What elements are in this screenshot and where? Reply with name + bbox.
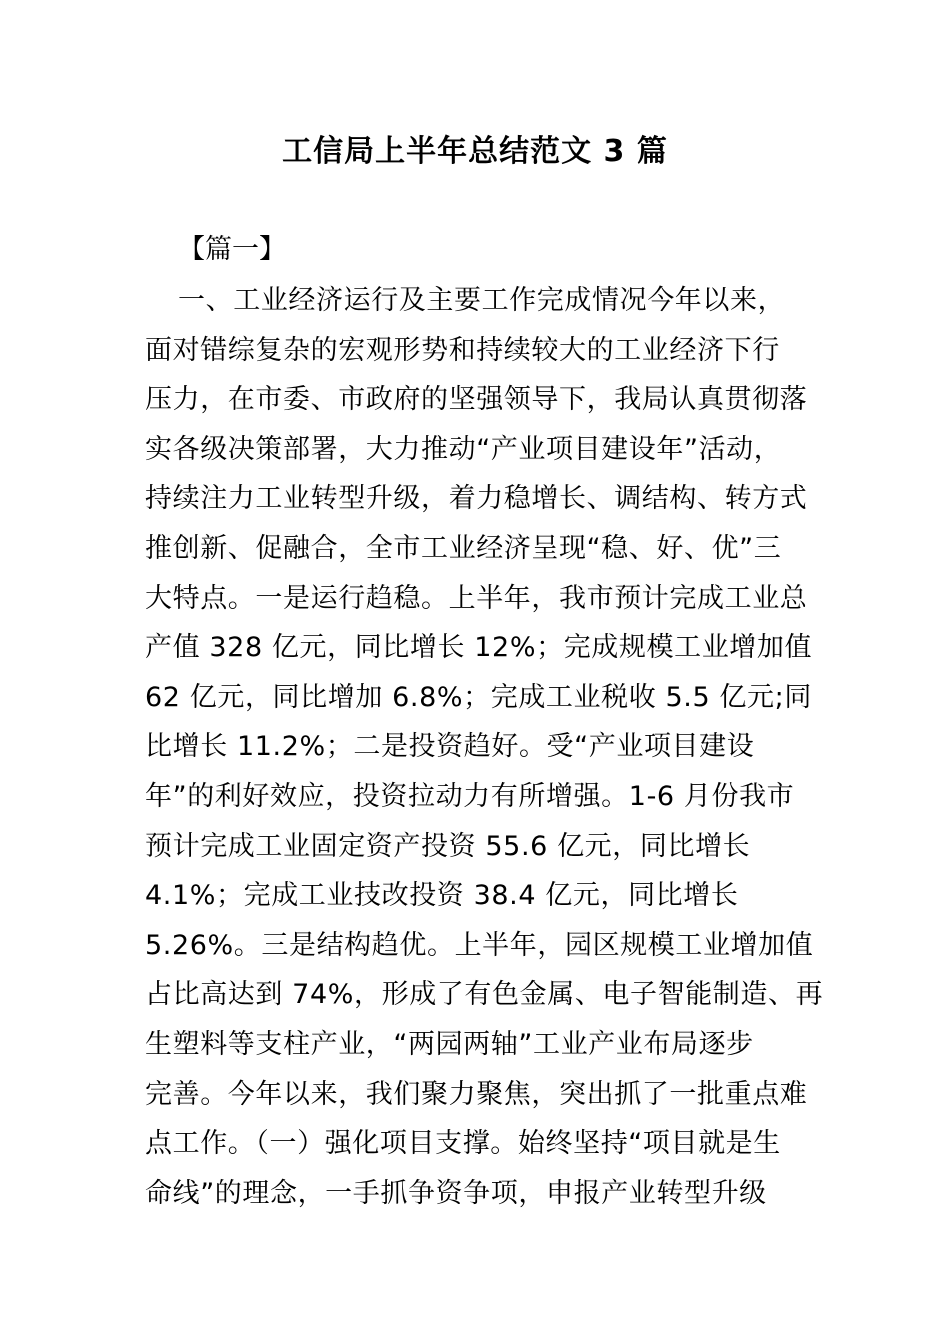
body-line: 命线”的理念，一手抓争资争项，申报产业转型升级 [145, 1177, 767, 1209]
document-title: 工信局上半年总结范文 3 篇 [282, 134, 668, 169]
body-line: 产值 328 亿元，同比增长 12%；完成规模工业增加值 [145, 632, 813, 664]
body-text [145, 276, 825, 1218]
body-line: 点工作。（一）强化项目支撑。始终坚持“项目就是生 [145, 1128, 781, 1160]
body-line: 比增长 11.2%；二是投资趋好。受“产业项目建设 [145, 731, 755, 763]
body-line: 年”的利好效应，投资拉动力有所增强。1-6 月份我市 [145, 780, 795, 812]
body-line: 占比高达到 74%，形成了有色金属、电子智能制造、再 [145, 979, 824, 1011]
section-heading: 【篇一】 [178, 234, 286, 265]
body-line: 实各级决策部署，大力推动“产业项目建设年”活动， [145, 433, 782, 465]
body-line: 面对错综复杂的宏观形势和持续较大的工业经济下行 [145, 334, 780, 366]
body-line: 5.26%。三是结构趋优。上半年，园区规模工业增加值 [145, 929, 814, 961]
body-line: 大特点。一是运行趋稳。上半年，我市预计完成工业总 [145, 582, 808, 614]
body-line: 预计完成工业固定资产投资 55.6 亿元，同比增长 [145, 830, 751, 862]
body-line: 完善。今年以来，我们聚力聚焦，突出抓了一批重点难 [145, 1078, 808, 1110]
body-line: 压力，在市委、市政府的坚强领导下，我局认真贯彻落 [145, 384, 808, 416]
body-line: 一、工业经济运行及主要工作完成情况今年以来， [178, 285, 786, 316]
body-line: 4.1%；完成工业技改投资 38.4 亿元，同比增长 [145, 880, 739, 912]
body-line: 持续注力工业转型升级，着力稳增长、调结构、转方式 [145, 483, 808, 515]
body-line: 生塑料等支柱产业，“两园两轴”工业产业布局逐步 [145, 1028, 754, 1060]
body-line: 推创新、促融合，全市工业经济呈现“稳、好、优”三 [145, 532, 782, 564]
body-line: 62 亿元，同比增加 6.8%；完成工业税收 5.5 亿元;同 [145, 681, 812, 713]
